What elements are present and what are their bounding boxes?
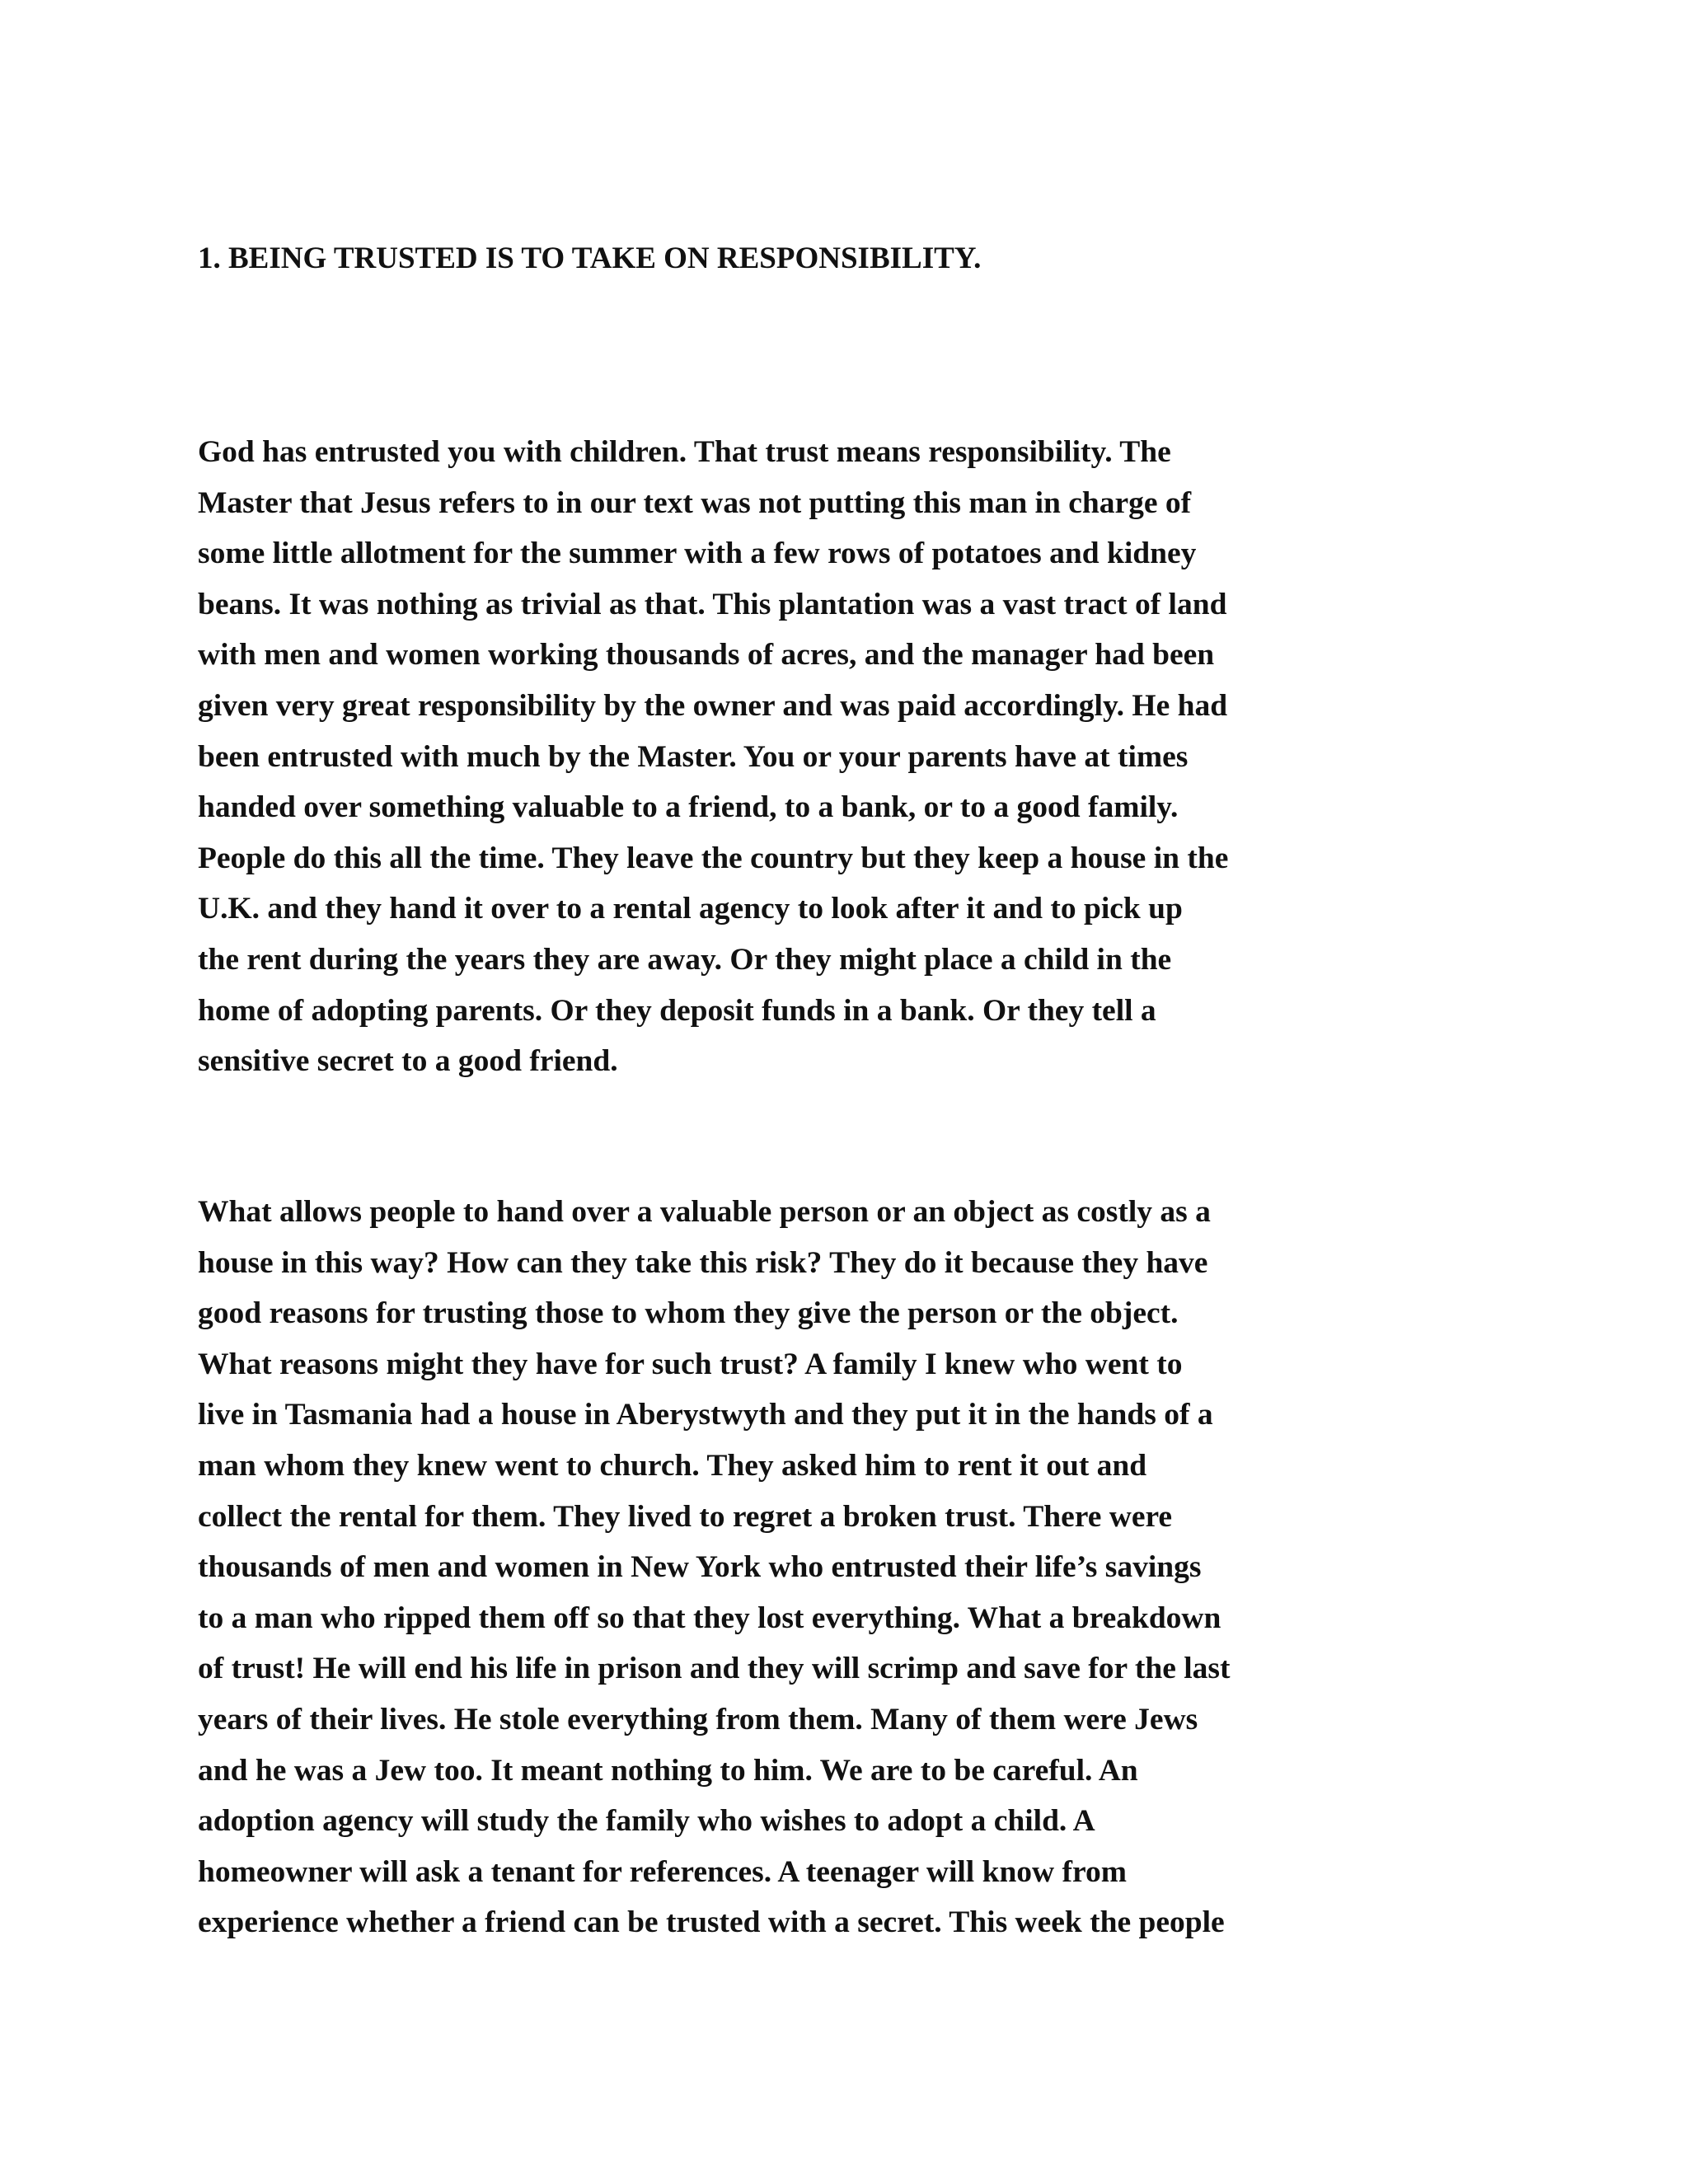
paragraph-line: home of adopting parents. Or they deposit funds in a bank. Or they tell a (198, 993, 1156, 1028)
paragraph-line: Master that Jesus refers to in our text was not putting this man in charge of (198, 485, 1192, 520)
paragraph-line: years of their lives. He stole everything from them. Many of them were Jews (198, 1702, 1198, 1736)
paragraph-line: God has entrusted you with children. That trust means responsibility. The (198, 435, 1171, 469)
paragraph-line: man whom they knew went to church. They asked him to rent it out and (198, 1448, 1147, 1483)
paragraph-line: homeowner will ask a tenant for references. A teenager will know from (198, 1854, 1127, 1889)
section-heading: 1. BEING TRUSTED IS TO TAKE ON RESPONSIBILITY. (198, 241, 982, 275)
paragraph-line: with men and women working thousands of acres, and the manager had been (198, 638, 1215, 673)
paragraph-line: What allows people to hand over a valuable person or an object as costly as a (198, 1195, 1211, 1229)
paragraph-line: beans. It was nothing as trivial as that. This plantation was a vast tract of land (198, 587, 1227, 621)
paragraph-line: What reasons might they have for such trust? A family I knew who went to (198, 1347, 1183, 1381)
paragraph-line: to a man who ripped them off so that they lost everything. What a breakdown (198, 1601, 1221, 1635)
paragraph-line: given very great responsibility by the owner and was paid accordingly. He had (198, 688, 1228, 723)
paragraph-line: the rent during the years they are away. Or they might place a child in the (198, 942, 1172, 977)
paragraph-line: People do this all the time. They leave the country but they keep a house in the (198, 841, 1229, 875)
paragraph-line: house in this way? How can they take this risk? They do it because they have (198, 1245, 1208, 1280)
paragraph-line: of trust! He will end his life in prison and they will scrimp and save for the last (198, 1652, 1231, 1686)
paragraph-line: thousands of men and women in New York who entrusted their life’s savings (198, 1550, 1202, 1585)
paragraph-line: experience whether a friend can be trusted with a secret. This week the people (198, 1905, 1225, 1940)
paragraph-line: handed over something valuable to a friend, to a bank, or to a good family. (198, 790, 1179, 825)
paragraph-line: good reasons for trusting those to whom they give the person or the object. (198, 1296, 1179, 1331)
paragraph-line: been entrusted with much by the Master. You or your parents have at times (198, 739, 1189, 774)
paragraph-line: adoption agency will study the family who wishes to adopt a child. A (198, 1804, 1095, 1839)
paragraph-line: live in Tasmania had a house in Aberystwyth and they put it in the hands of a (198, 1398, 1213, 1432)
paragraph-1 (198, 427, 1228, 1087)
paragraph-line: some little allotment for the summer with a few rows of potatoes and kidney (198, 537, 1197, 571)
paragraph-line: sensitive secret to a good friend. (198, 1044, 618, 1079)
paragraph-line: U.K. and they hand it over to a rental agency to look after it and to pick up (198, 892, 1183, 926)
paragraph-2 (198, 1187, 1230, 1948)
paragraph-line: collect the rental for them. They lived to regret a broken trust. There were (198, 1499, 1173, 1534)
paragraph-line: and he was a Jew too. It meant nothing to him. We are to be careful. An (198, 1753, 1138, 1788)
